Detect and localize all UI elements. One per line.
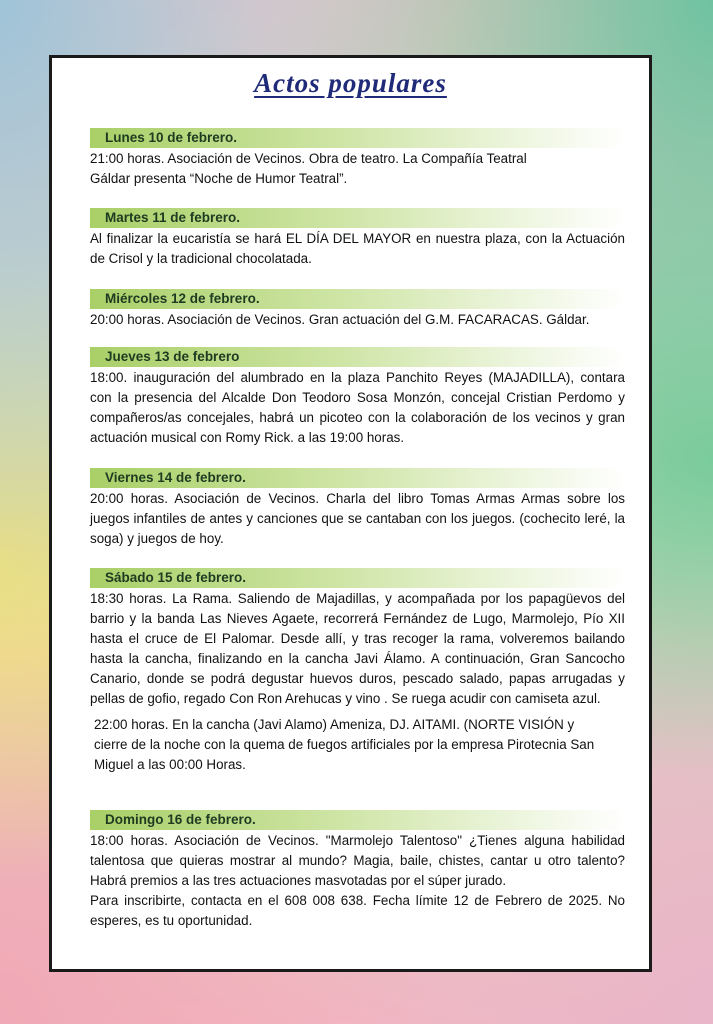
- event-friday: [90, 468, 625, 549]
- event-day-heading: Viernes 14 de febrero.: [90, 468, 625, 488]
- event-day-heading: Domingo 16 de febrero.: [90, 810, 625, 830]
- event-description: 21:00 horas. Asociación de Vecinos. Obra de teatro. La Compañía Teatral Gáldar presenta “Noche de Humor Teatral”.: [90, 151, 527, 186]
- event-description: 18:00. inauguración del alumbrado en la plaza Panchito Reyes (MAJADILLA), contara con la presencia del Alcalde Don Teodoro Sosa Monzón, concejal Cristian Perdomo y compañeros/as concejales, habrá un picoteo con la colaboración de los vecinos y gran actuación musical con Romy Rick. a las 19:00 horas.: [90, 370, 625, 445]
- program-frame: [49, 55, 652, 972]
- event-wednesday: [90, 289, 625, 330]
- event-description: 20:00 horas. Asociación de Vecinos. Charla del libro Tomas Armas Armas sobre los juegos infantiles de antes y canciones que se cantaban con los juegos. (cochecito leré, la soga) y juegos de hoy.: [90, 491, 625, 546]
- event-description: Al finalizar la eucaristía se hará EL DÍA DEL MAYOR en nuestra plaza, con la Actuación de Crisol y la tradicional chocolatada.: [90, 231, 625, 266]
- event-sunday: [90, 810, 625, 931]
- event-day-heading: Miércoles 12 de febrero.: [90, 289, 625, 309]
- event-tuesday: [90, 208, 625, 269]
- event-monday: [90, 128, 625, 189]
- event-day-heading: Lunes 10 de febrero.: [90, 128, 625, 148]
- event-day-heading: Sábado 15 de febrero.: [90, 568, 625, 588]
- event-thursday: [90, 347, 625, 448]
- event-day-heading: Martes 11 de febrero.: [90, 208, 625, 228]
- event-description: 20:00 horas. Asociación de Vecinos. Gran actuación del G.M. FACARACAS. Gáldar.: [90, 312, 590, 327]
- page-title: Actos populares: [254, 68, 447, 98]
- event-description: 18:00 horas. Asociación de Vecinos. "Marmolejo Talentoso" ¿Tienes alguna habilidad talentosa que quieras mostrar al mundo? Magia, baile, chistes, cantar u otro talento? Habrá premios a las tres actuaciones masvotadas por el súper jurado. Para inscribirte, contacta en el 608 008 638. Fecha límite 12 de Febrero de 2025. No esperes, es tu oportunidad.: [90, 833, 625, 928]
- event-day-heading: Jueves 13 de febrero: [90, 347, 625, 367]
- event-saturday: [90, 568, 625, 775]
- event-description: 18:30 horas. La Rama. Saliendo de Majadillas, y acompañada por los papagüevos del barrio y la banda Las Nieves Agaete, recorrerá Fernández de Lugo, Marmolejo, Pío XII hasta el cruce de El Palomar. Desde allí, y tras recoger la rama, volveremos bailando hasta la cancha, finalizando en la cancha Javi Álamo. A continuación, Gran Sancocho Canario, donde se podrá degustar huevos duros, pescado salado, papas arrugadas y pellas de gofio, regado Con Ron Arehucas y vino . Se ruega acudir con camiseta azul. 22:00 horas. En la cancha (Javi Alamo) Ameniza, DJ. AITAMI. (NORTE VISIÓN y cierre de la noche con la quema de fuegos artificiales por la empresa Pirotecnia San Miguel a las 00:00 Horas.: [90, 591, 625, 772]
